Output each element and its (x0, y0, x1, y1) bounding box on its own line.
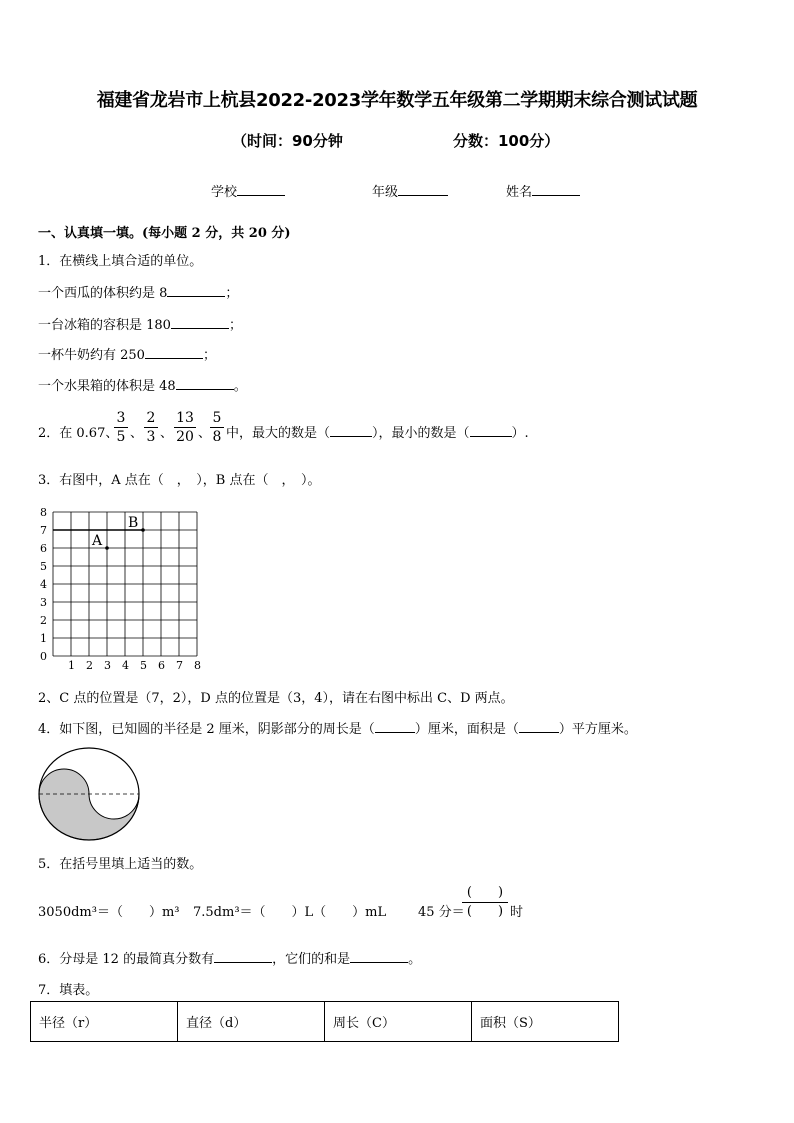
grade-field (372, 181, 448, 200)
fraction-numerator: 5 (212, 410, 222, 426)
x-tick-label: 7 (176, 659, 183, 670)
fill-table (30, 1001, 619, 1042)
q2-prefix: 2．在 0.67、 (38, 426, 119, 441)
separator: 、 (130, 426, 144, 441)
q4-stem (38, 718, 637, 737)
fraction-denominator: ( ) (466, 904, 504, 919)
fraction (114, 410, 128, 445)
q5-part3-pre: 45 分＝ (418, 905, 465, 920)
fraction (174, 410, 196, 445)
y-tick-label: 4 (40, 578, 47, 591)
table-row (31, 1002, 619, 1042)
name-blank[interactable] (532, 183, 580, 196)
answer-blank[interactable] (167, 284, 225, 297)
table-header-cell: 半径（r） (31, 1002, 178, 1042)
q4-text-2: ）厘米，面积是（ (414, 722, 519, 737)
point-label: A (92, 533, 103, 549)
answer-blank[interactable] (176, 377, 234, 390)
q6-text-3: 。 (408, 952, 422, 967)
x-tick-label: 8 (194, 659, 201, 670)
fraction-denominator: 8 (212, 429, 222, 445)
y-tick-label: 2 (40, 614, 47, 627)
x-tick-label: 4 (122, 659, 129, 670)
grade-label: 年级 (372, 185, 399, 200)
q1-item-end: 。 (233, 379, 247, 394)
exam-score: 分数：100分） (453, 132, 560, 150)
q5-part2: 7.5dm³＝（ ）L（ ）mL (193, 905, 387, 920)
y-tick-label: 8 (40, 506, 47, 519)
q5-part3-post: 时 (510, 905, 524, 920)
coordinate-grid (36, 498, 208, 670)
answer-blank[interactable] (171, 316, 229, 329)
q5-stem: 5．在括号里填上适当的数。 (38, 857, 203, 872)
y-tick-label: 1 (40, 632, 47, 645)
q1-item (38, 282, 238, 301)
q2-text (226, 422, 529, 441)
answer-blank[interactable] (470, 424, 512, 437)
q1-item-end: ； (225, 286, 239, 301)
answer-blank[interactable] (145, 346, 203, 359)
q7-stem: 7．填表。 (38, 983, 99, 998)
fraction (144, 410, 158, 445)
answer-blank[interactable] (330, 424, 372, 437)
q1-item-text: 一个西瓜的体积约是 8 (38, 286, 168, 301)
fraction-denominator: 5 (116, 429, 126, 445)
table-header-cell: 直径（d） (178, 1002, 325, 1042)
section-heading: 一、认真填一填。(每小题 2 分，共 20 分) (38, 226, 291, 241)
q1-item-text: 一杯牛奶约有 250 (38, 348, 145, 363)
q6-text-2: ，它们的和是 (272, 952, 351, 967)
x-tick-label: 2 (86, 659, 93, 670)
q3-follow: 2、C 点的位置是（7，2），D 点的位置是（3，4），请在右图中标出 C、D 两点。 (38, 691, 514, 706)
grade-blank[interactable] (398, 183, 448, 196)
q1-item-end: ； (202, 348, 216, 363)
x-tick-label: 5 (140, 659, 147, 670)
separator: 、 (198, 426, 212, 441)
x-tick-label: 3 (104, 659, 111, 670)
shaded-region (39, 769, 139, 840)
q1-item-text: 一个水果箱的体积是 48 (38, 379, 176, 394)
q2-end: ）. (511, 426, 529, 441)
fraction-numerator: 13 (176, 410, 194, 426)
q1-item (38, 314, 242, 333)
grid-point (141, 528, 145, 532)
q1-stem: 1．在横线上填合适的单位。 (38, 254, 203, 269)
school-field (211, 181, 285, 200)
y-tick-label: 0 (40, 650, 47, 663)
school-label: 学校 (211, 185, 238, 200)
separator: 、 (160, 426, 174, 441)
x-tick-label: 6 (158, 659, 165, 670)
q3-stem: 3．右图中，A 点在（ ， ），B 点在（ ， ）。 (38, 473, 321, 488)
q6-stem (38, 948, 421, 967)
table-header-cell: 面积（S） (472, 1002, 619, 1042)
fraction-denominator: 3 (146, 429, 156, 445)
answer-blank[interactable] (375, 720, 415, 733)
page-title: 福建省龙岩市上杭县2022-2023学年数学五年级第二学期期末综合测试试题 (96, 90, 698, 111)
name-field (506, 181, 580, 200)
fraction-numerator: 2 (146, 410, 156, 426)
q1-item-end: ； (228, 318, 242, 333)
name-label: 姓名 (506, 185, 533, 200)
q1-item-text: 一台冰箱的容积是 180 (38, 318, 171, 333)
point-label: B (128, 515, 139, 531)
q2-middle2: ），最小的数是（ (372, 426, 470, 441)
school-blank[interactable] (237, 183, 285, 196)
answer-blank[interactable] (519, 720, 559, 733)
answer-blank[interactable] (214, 950, 272, 963)
y-tick-label: 6 (40, 542, 47, 555)
blank-fraction[interactable] (462, 885, 508, 920)
y-tick-label: 5 (40, 560, 47, 573)
y-tick-label: 3 (40, 596, 47, 609)
q5-part1: 3050dm³＝（ ）m³ (38, 905, 180, 920)
q4-text-3: ）平方厘米。 (558, 722, 637, 737)
yin-yang-figure (36, 744, 142, 842)
exam-time: （时间：90分钟 (232, 132, 343, 150)
q6-text-1: 6．分母是 12 的最简真分数有 (38, 952, 215, 967)
answer-blank[interactable] (350, 950, 408, 963)
q1-item (38, 375, 247, 394)
y-tick-label: 7 (40, 524, 47, 537)
grid-point (105, 546, 109, 550)
fraction-numerator: ( ) (466, 885, 504, 900)
q2-middle: 中，最大的数是（ (226, 426, 331, 441)
fraction-denominator: 20 (176, 429, 194, 445)
q1-item (38, 344, 216, 363)
fraction (210, 410, 224, 445)
q4-text-1: 4．如下图，已知圆的半径是 2 厘米，阴影部分的周长是（ (38, 722, 375, 737)
x-tick-label: 1 (68, 659, 75, 670)
fraction-numerator: 3 (116, 410, 126, 426)
table-header-cell: 周长（C） (325, 1002, 472, 1042)
